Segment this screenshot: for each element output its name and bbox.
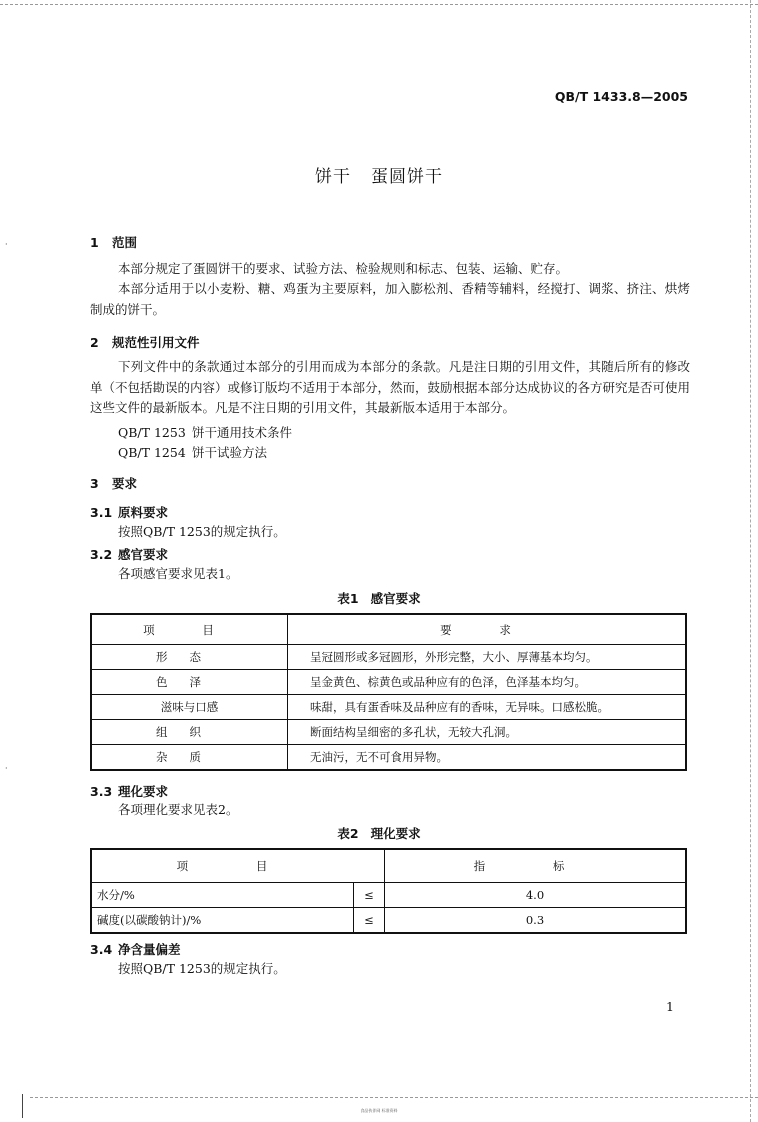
table-header-row (91, 614, 686, 645)
page-number: 1 (666, 999, 674, 1014)
bottom-border (30, 1097, 758, 1098)
subsection-title: 感官要求 (118, 547, 169, 562)
subsection-3-3-text: 各项理化要求见表2。 (118, 802, 239, 817)
table-cell-item: 滋味与口感 (91, 695, 288, 720)
table-cell-value: 0.3 (385, 908, 687, 934)
table-header-row (91, 849, 686, 883)
document-title (0, 162, 758, 187)
table-cell-requirement: 无油污，无不可食用异物。 (288, 745, 687, 771)
section-title: 规范性引用文件 (112, 335, 200, 350)
scan-speck: · (5, 240, 8, 249)
subsection-number: 3.1 (90, 505, 113, 520)
subsection-number: 3.2 (90, 547, 113, 562)
subsection-3-2-text: 各项感官要求见表1。 (118, 566, 239, 581)
subsection-3-2-heading (90, 545, 168, 563)
table-cell-requirement: 味甜，具有蛋香味及品种应有的香味，无异味。口感松脆。 (288, 695, 687, 720)
table-cell-item: 形态 (91, 645, 288, 670)
subsection-number: 3.3 (90, 784, 113, 799)
table-cell-operator: ≤ (354, 883, 385, 908)
section-1-heading (90, 233, 137, 251)
standard-number: QB/T 1433.8—2005 (554, 89, 688, 104)
section-1-para-2: 本部分适用于以小麦粉、糖、鸡蛋为主要原料，加入膨松剂、香精等辅料，经搅打、调浆、挤注、烘烤制成的饼干。 (90, 281, 690, 317)
section-2-para: 下列文件中的条款通过本部分的引用而成为本部分的条款。凡是注日期的引用文件，其随后所有的修改单（不包括勘误的内容）或修订版均不适用于本部分，然而，鼓励根据本部分达成协议的各方研究是否可使用这些文件的最新版本。凡是不注日期的引用文件，其最新版本适用于本部分。 (90, 359, 691, 415)
reference-item (118, 423, 292, 441)
footer-watermark: 食品伙伴网 标准资料 (360, 1108, 398, 1113)
reference-item (118, 443, 267, 461)
table-cell-value: 4.0 (385, 883, 687, 908)
section-number: 3 (90, 476, 99, 491)
section-title: 要求 (112, 476, 138, 491)
table-row (91, 670, 686, 695)
top-border (0, 4, 758, 5)
table-row (91, 720, 686, 745)
table-row (91, 908, 686, 934)
physicochemical-requirements-table (90, 848, 687, 934)
table-row (91, 883, 686, 908)
table-1-caption (0, 589, 758, 607)
table-1-title: 感官要求 (370, 591, 421, 606)
table-2-caption (0, 824, 758, 842)
subsection-title: 净含量偏差 (118, 942, 181, 957)
subsection-number: 3.4 (90, 942, 113, 957)
reference-code: QB/T 1253 (118, 425, 186, 440)
scan-speck: · (5, 764, 8, 773)
section-2-heading (90, 333, 200, 351)
table-cell-item: 色泽 (91, 670, 288, 695)
table-cell-requirement: 断面结构呈细密的多孔状，无较大孔洞。 (288, 720, 687, 745)
section-title: 范围 (112, 235, 138, 250)
table-cell-item: 杂质 (91, 745, 288, 771)
section-3-heading (90, 474, 137, 492)
reference-title: 饼干通用技术条件 (192, 425, 293, 440)
table-2-title: 理化要求 (370, 826, 421, 841)
table-2-number: 表2 (337, 826, 359, 841)
section-number: 2 (90, 335, 99, 350)
reference-code: QB/T 1254 (118, 445, 186, 460)
column-header-item: 项 目 (91, 849, 385, 883)
sensory-requirements-table (90, 613, 687, 771)
table-row (91, 695, 686, 720)
table-row (91, 645, 686, 670)
subsection-3-4-heading (90, 940, 181, 958)
table-row (91, 745, 686, 771)
subsection-3-3-heading (90, 782, 168, 800)
subsection-3-1-text: 按照QB/T 1253的规定执行。 (118, 524, 286, 539)
table-cell-item: 组织 (91, 720, 288, 745)
table-cell-operator: ≤ (354, 908, 385, 934)
subsection-3-1-heading (90, 503, 168, 521)
title-part2: 蛋圆饼干 (371, 167, 443, 187)
table-cell-item: 水分/% (91, 883, 354, 908)
reference-title: 饼干试验方法 (192, 445, 268, 460)
subsection-title: 理化要求 (118, 784, 169, 799)
column-header-index: 指 标 (385, 849, 687, 883)
table-cell-requirement: 呈金黄色、棕黄色或品种应有的色泽，色泽基本均匀。 (288, 670, 687, 695)
table-1-number: 表1 (337, 591, 359, 606)
section-1-para-1: 本部分规定了蛋圆饼干的要求、试验方法、检验规则和标志、包装、运输、贮存。 (118, 261, 569, 276)
column-header-item: 项 目 (91, 614, 288, 645)
section-number: 1 (90, 235, 99, 250)
subsection-title: 原料要求 (118, 505, 169, 520)
left-edge-line (22, 1094, 23, 1118)
column-header-requirement: 要 求 (288, 614, 687, 645)
subsection-3-4-text: 按照QB/T 1253的规定执行。 (118, 961, 286, 976)
table-cell-requirement: 呈冠圆形或多冠圆形，外形完整，大小、厚薄基本均匀。 (288, 645, 687, 670)
title-part1: 饼干 (315, 167, 351, 187)
table-cell-item: 碱度(以碳酸钠计)/% (91, 908, 354, 934)
